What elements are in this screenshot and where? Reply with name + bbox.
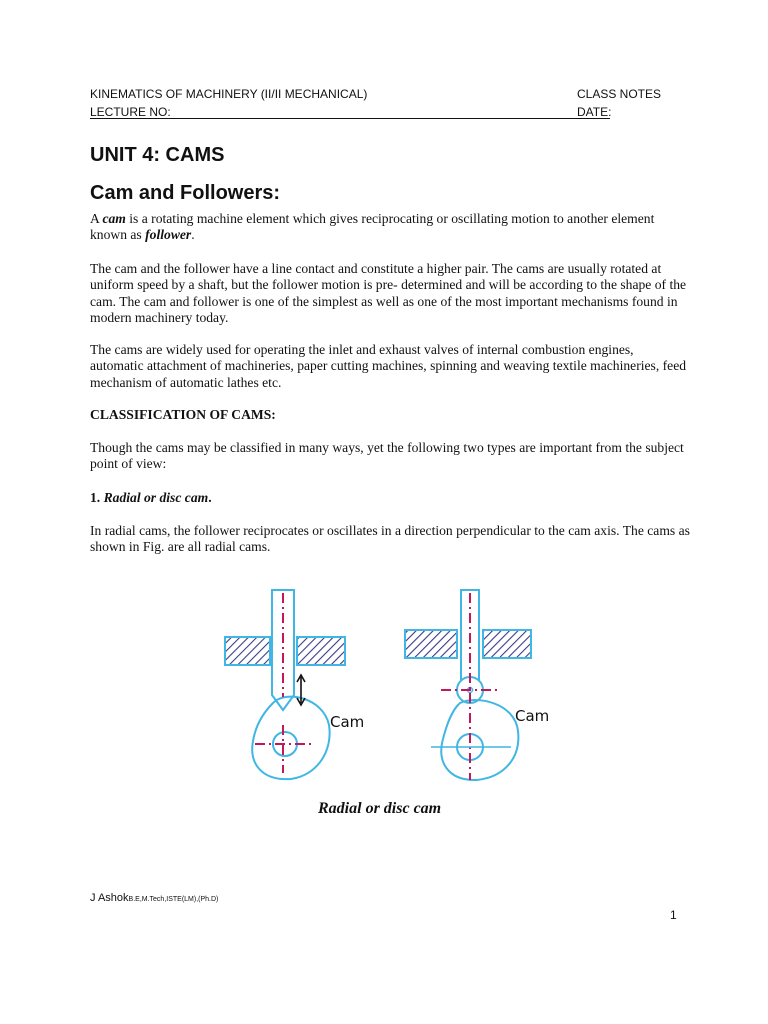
guide-block-left <box>225 637 270 665</box>
header-lecture-no: LECTURE NO: <box>90 105 171 119</box>
paragraph-cam-definition <box>90 211 690 244</box>
cam-label-right: Cam <box>515 707 550 725</box>
figure-caption: Radial or disc cam <box>318 800 442 817</box>
term-cam: cam <box>102 211 126 226</box>
header-rule <box>90 118 610 119</box>
para1-start: A <box>90 211 103 226</box>
paragraph-classification: Though the cams may be classified in many ways, yet the following two types are important from the subject point of view: <box>90 440 684 472</box>
paragraph-cam-uses: The cams are widely used for operating the inlet and exhaust valves of internal combustion engines, automatic attachment of machineries, paper cutting machines, spinning and weaving textile machineries, feed mechanism of automatic lathes etc. <box>90 342 687 390</box>
cam-profile <box>252 697 329 779</box>
guide-block-right <box>297 637 345 665</box>
header-course: KINEMATICS OF MACHINERY (II/II MECHANICAL) <box>90 87 368 101</box>
radial-cam-figure <box>215 585 555 785</box>
para1-end: . <box>191 227 195 243</box>
unit-title: UNIT 4: CAMS <box>90 144 225 166</box>
knife-edge-cam-diagram <box>225 590 364 779</box>
roller-follower-cam-diagram <box>405 590 549 780</box>
cam-label-left: Cam <box>330 713 365 731</box>
footer-author <box>90 892 218 904</box>
list-item-radial-cam <box>90 490 690 506</box>
author-name: J Ashok <box>90 892 129 904</box>
header-date: DATE: <box>577 105 612 119</box>
guide-block-right-roller <box>483 630 531 658</box>
paragraph-cam-follower-pair: The cam and the follower have a line contact and constitute a higher pair. The cams are usually rotated at uniform speed by a shaft, but the follower motion is pre- determined and will be according to the shape of the cam. The cam and follower is one of the simplest as well as one of the most important mechanisms found in modern machinery today. <box>90 261 687 325</box>
classification-heading: CLASSIFICATION OF CAMS: <box>90 407 276 422</box>
paragraph-radial-cams: In radial cams, the follower reciprocates or oscillates in a direction perpendicular to the cam axis. The cams as shown in Fig. are all radial cams. <box>90 523 690 555</box>
page-number: 1 <box>670 908 677 922</box>
term-follower: follower <box>145 227 192 243</box>
section-title: Cam and Followers: <box>90 182 281 204</box>
list-item-end: . <box>208 490 212 505</box>
header-class-notes: CLASS NOTES <box>577 87 662 101</box>
para1-middle: is a rotating machine element which gives reciprocating or oscillating motion to another element known as <box>90 211 655 243</box>
author-credentials: B.E,M.Tech,ISTE(LM),(Ph.D) <box>128 896 219 903</box>
list-item-label: Radial or disc cam <box>103 490 209 505</box>
list-item-number: 1. <box>90 490 104 505</box>
guide-block-left-roller <box>405 630 457 658</box>
